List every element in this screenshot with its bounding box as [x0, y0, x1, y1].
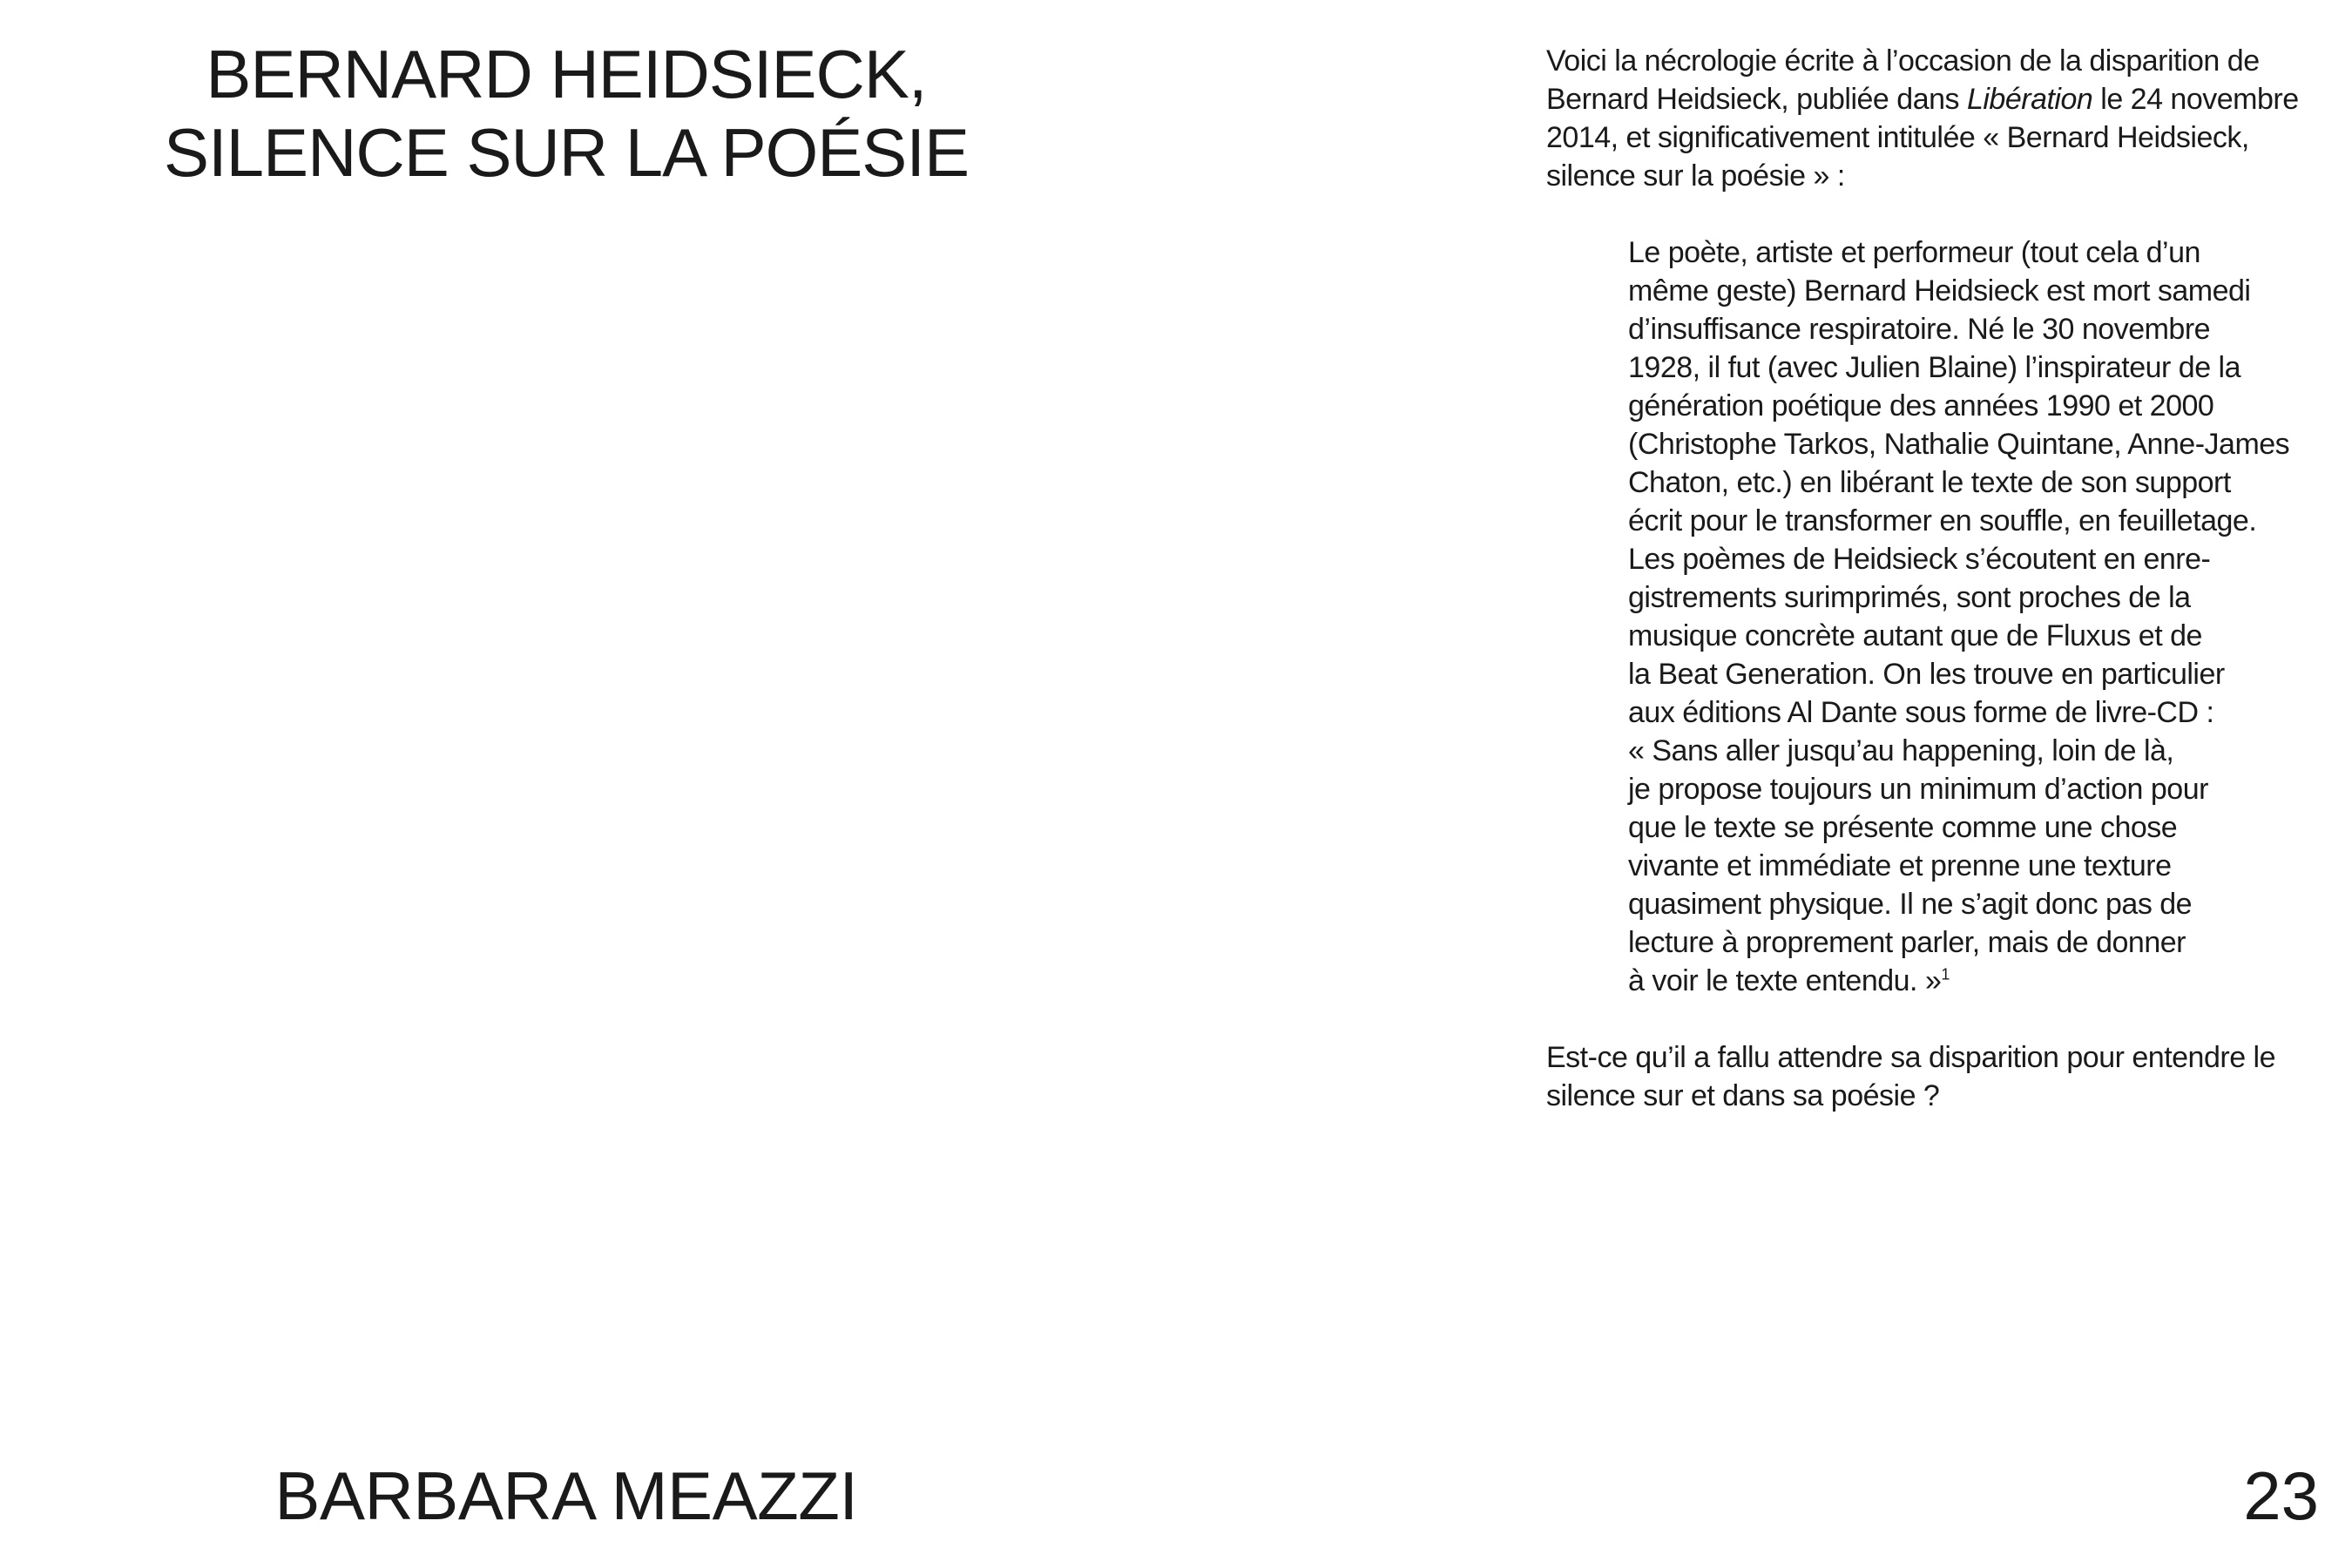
- quote-line: Chaton, etc.) en libérant le texte de son support: [1628, 466, 2231, 499]
- chapter-title-line-2: SILENCE SUR LA POÉSIE: [163, 114, 970, 191]
- publication-name: Libération: [1966, 83, 2093, 116]
- intro-text-before: Voici la nécrologie écrite à l’occasion de la disparition de Bernard Heidsieck, publiée dans: [1546, 44, 2260, 116]
- page-number: 23: [2243, 1457, 2319, 1534]
- quote-line: à voir le texte entendu. »: [1628, 964, 1942, 997]
- quote-last-line: [1628, 962, 2322, 1000]
- quote-line: 1928, il fut (avec Julien Blaine) l’inspirateur de la: [1628, 351, 2241, 384]
- body-text: [1546, 42, 2322, 1115]
- quote-line: génération poétique des années 1990 et 2000: [1628, 389, 2214, 422]
- intro-paragraph: [1546, 42, 2322, 195]
- quote-line: aux éditions Al Dante sous forme de livre-CD :: [1628, 696, 2214, 729]
- quote-line: la Beat Generation. On les trouve en particulier: [1628, 658, 2225, 691]
- footnote-reference[interactable]: 1: [1941, 965, 1950, 983]
- closing-paragraph: Est-ce qu’il a fallu attendre sa disparition pour entendre le silence sur et dans sa poésie ?: [1546, 1041, 2276, 1112]
- quote-line: même geste) Bernard Heidsieck est mort samedi: [1628, 274, 2251, 308]
- quote-line: quasiment physique. Il ne s’agit donc pas de: [1628, 888, 2193, 921]
- chapter-title-line-1: BERNARD HEIDSIECK,: [206, 36, 927, 112]
- quote-line: écrit pour le transformer en souffle, en feuilletage.: [1628, 504, 2257, 537]
- author-name: BARBARA MEAZZI: [274, 1457, 858, 1534]
- quote-line: Les poèmes de Heidsieck s’écoutent en enre-: [1628, 543, 2211, 576]
- quote-line: vivante et immédiate et prenne une texture: [1628, 849, 2172, 882]
- quote-line: « Sans aller jusqu’au happening, loin de là,: [1628, 734, 2174, 767]
- quote-line: gistrements surimprimés, sont proches de la: [1628, 581, 2191, 614]
- obituary-quote: [1628, 233, 2322, 1000]
- quote-line: je propose toujours un minimum d’action pour: [1628, 773, 2208, 806]
- quote-line: Le poète, artiste et performeur (tout cela d’un: [1628, 236, 2200, 269]
- quote-line: (Christophe Tarkos, Nathalie Quintane, Anne-James: [1628, 428, 2290, 461]
- quote-line: lecture à proprement parler, mais de donner: [1628, 926, 2186, 959]
- quote-line: d’insuffisance respiratoire. Né le 30 novembre: [1628, 313, 2211, 346]
- quote-line: que le texte se présente comme une chose: [1628, 811, 2178, 844]
- chapter-title: [0, 35, 1132, 192]
- quote-line: musique concrète autant que de Fluxus et de: [1628, 619, 2202, 652]
- intro-text-after: le 24 novembre 2014, et significativement intitulée « Bernard Heidsieck, silence sur la poésie » :: [1546, 83, 2299, 193]
